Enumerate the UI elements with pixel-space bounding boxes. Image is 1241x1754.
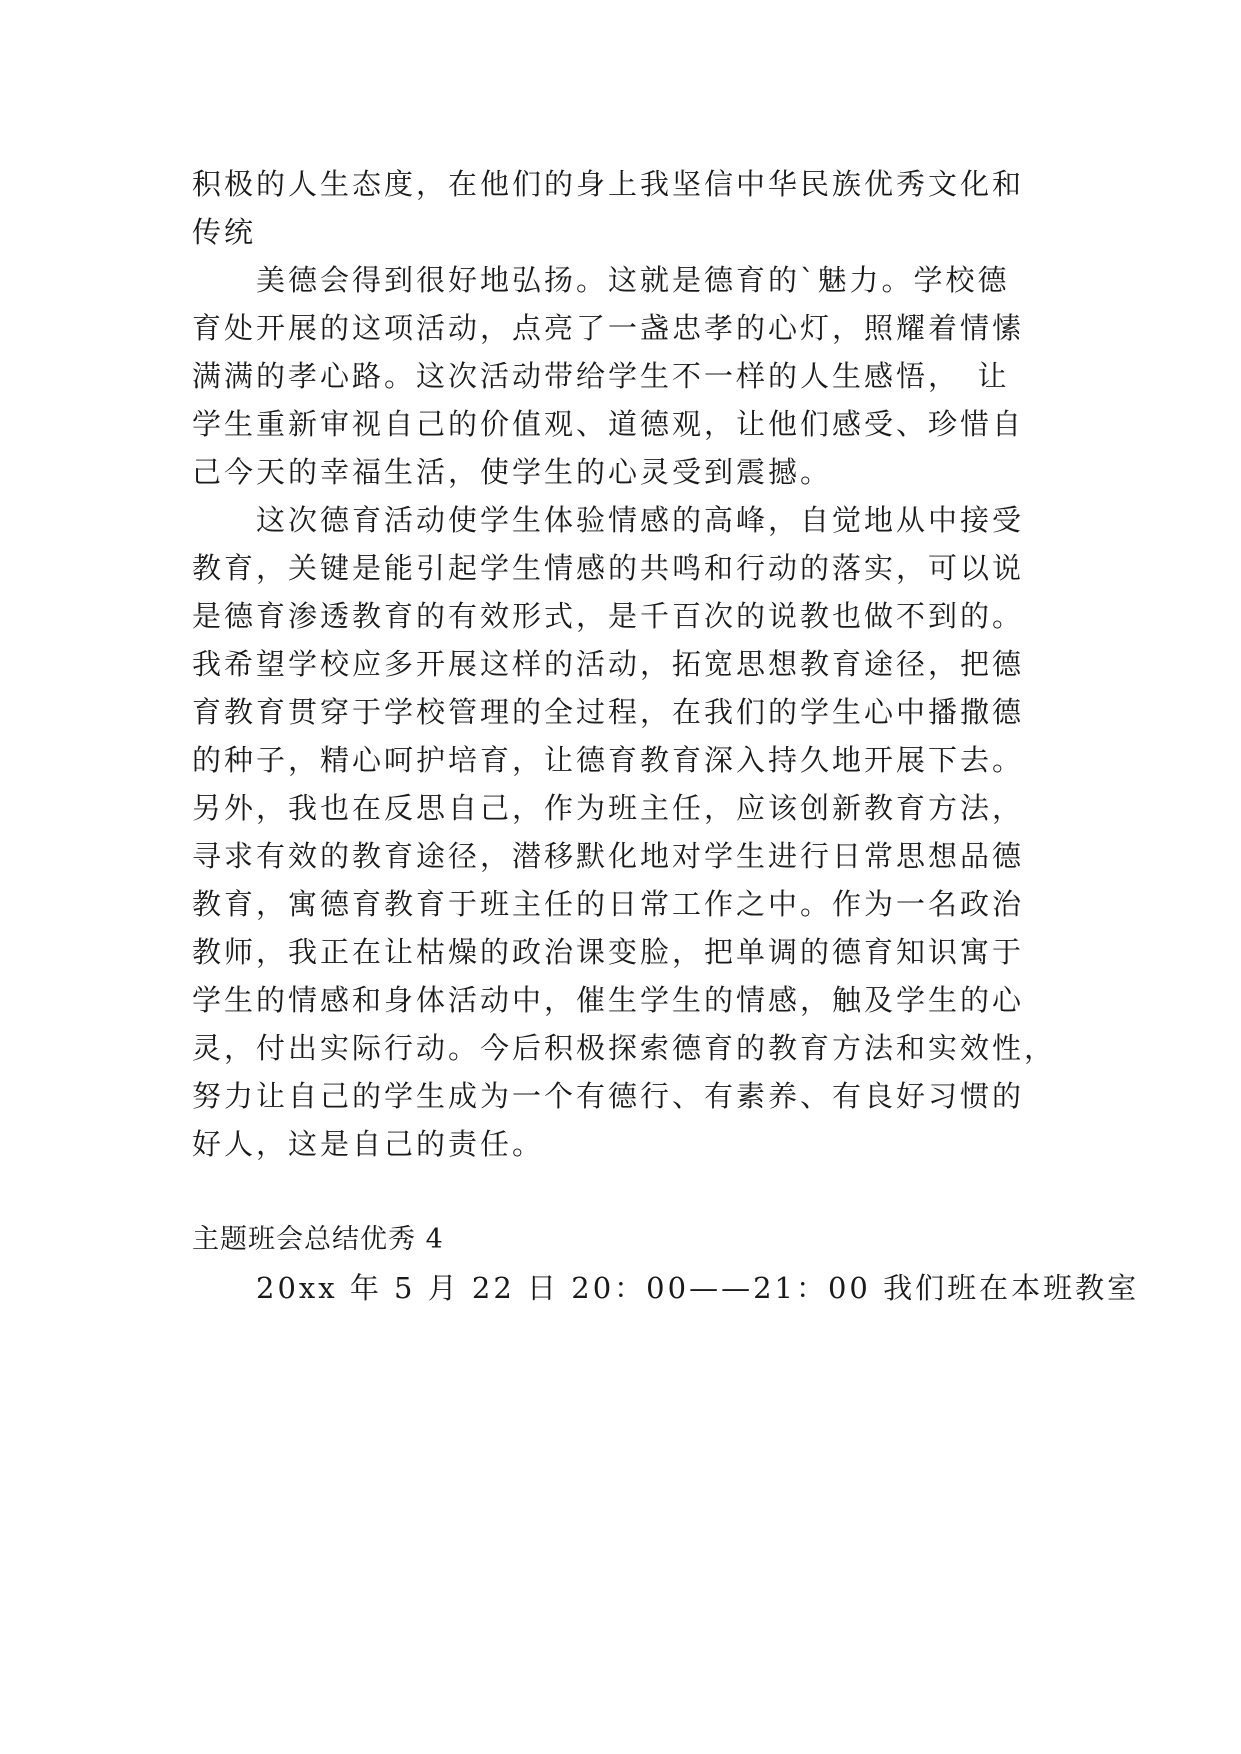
text-line: 20xx 年 5 月 22 日 20：00——21：00 我们班在本班教室 <box>192 1271 1140 1305</box>
text-line: 这次德育活动使学生体验情感的高峰，自觉地从中接受 <box>192 503 1025 537</box>
text-line: 教师，我正在让枯燥的政治课变脸，把单调的德育知识寓于 <box>192 935 1025 969</box>
paragraph-spacer <box>192 1168 1052 1216</box>
text-line: 学生的情感和身体活动中，催生学生的情感，触及学生的心 <box>192 983 1025 1017</box>
text-line: 寻求有效的教育途径，潜移默化地对学生进行日常思想品德 <box>192 839 1025 873</box>
text-line: 是德育渗透教育的有效形式，是千百次的说教也做不到的。 <box>192 599 1025 633</box>
document-page <box>192 160 1140 1312</box>
text-line: 我希望学校应多开展这样的活动，拓宽思想教育途径，把德 <box>192 647 1025 681</box>
text-line: 教育，关键是能引起学生情感的共鸣和行动的落实，可以说 <box>192 551 1025 585</box>
text-line: 美德会得到很好地弘扬。这就是德育的`魅力。学校德 <box>192 263 1010 297</box>
text-line: 传统 <box>192 215 257 249</box>
text-line: 积极的人生态度，在他们的身上我坚信中华民族优秀文化和 <box>192 167 1025 201</box>
text-line: 的种子，精心呵护培育，让德育教育深入持久地开展下去。 <box>192 743 1025 777</box>
text-line: 灵，付出实际行动。今后积极探索德育的教育方法和实效性， <box>192 1031 1057 1065</box>
text-line: 好人，这是自己的责任。 <box>192 1127 545 1161</box>
text-line: 另外，我也在反思自己，作为班主任，应该创新教育方法， <box>192 791 1025 825</box>
text-line: 学生重新审视自己的价值观、道德观，让他们感受、珍惜自 <box>192 407 1025 441</box>
text-line: 教育，寓德育教育于班主任的日常工作之中。作为一名政治 <box>192 887 1025 921</box>
section-title: 主题班会总结优秀 4 <box>192 1224 444 1255</box>
text-line: 己今天的幸福生活，使学生的心灵受到震撼。 <box>192 455 833 489</box>
text-line: 育教育贯穿于学校管理的全过程，在我们的学生心中播撒德 <box>192 695 1025 729</box>
text-line: 满满的孝心路。这次活动带给学生不一样的人生感悟， 让 <box>192 359 1010 393</box>
text-line: 育处开展的这项活动，点亮了一盏忠孝的心灯，照耀着情愫 <box>192 311 1025 345</box>
text-line: 努力让自己的学生成为一个有德行、有素养、有良好习惯的 <box>192 1079 1025 1113</box>
